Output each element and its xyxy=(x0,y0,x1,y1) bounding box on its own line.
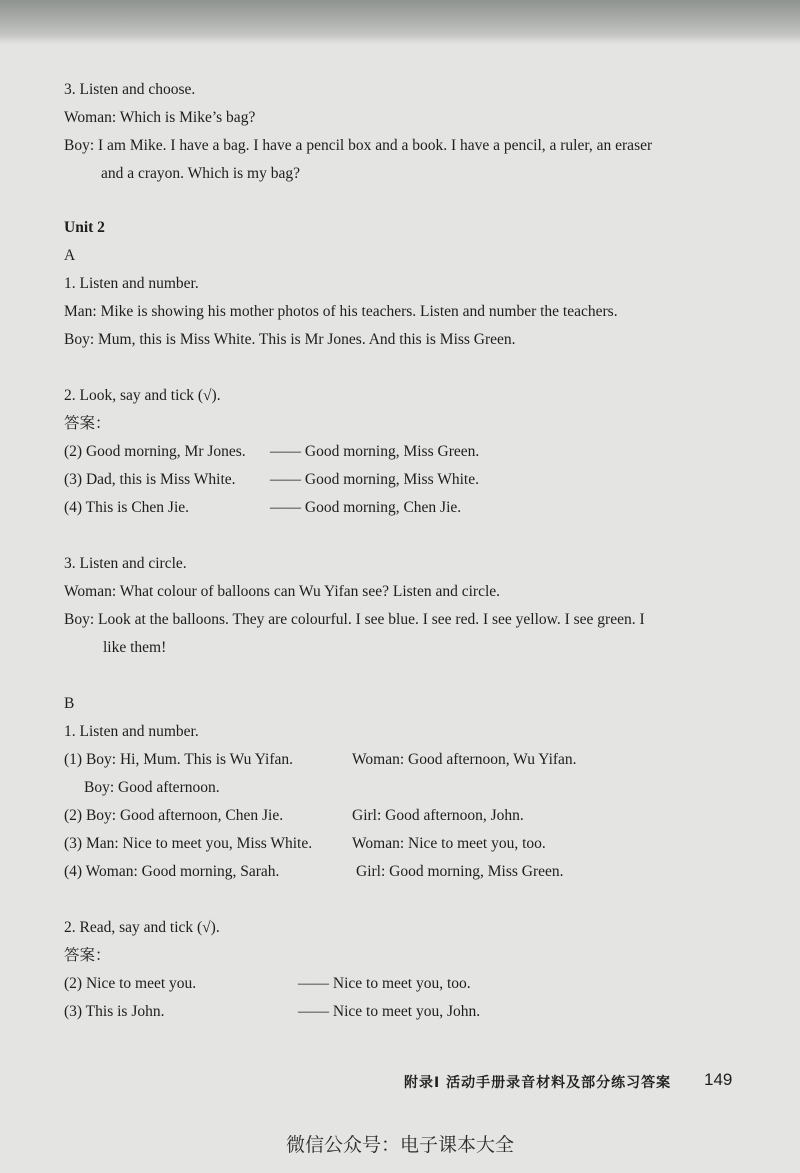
answer-prompt: (2) Nice to meet you. xyxy=(64,975,197,992)
dialogue-right: Woman: Nice to meet you, too. xyxy=(352,835,546,852)
dialogue-line: Man: Mike is showing his mother photos of his teachers. Listen and number the teachers. xyxy=(64,303,618,320)
dialogue-line: Boy: Mum, this is Miss White. This is Mr Jones. And this is Miss Green. xyxy=(64,331,516,348)
dialogue-row xyxy=(64,834,546,854)
answer-prompt: (3) This is John. xyxy=(64,1003,165,1020)
answer-row xyxy=(64,498,462,518)
dialogue-row xyxy=(84,778,220,798)
exercise-heading: 3. Listen and choose. xyxy=(64,81,196,98)
dialogue-row xyxy=(64,806,524,826)
page-number: 149 xyxy=(704,1070,733,1089)
answer-label: 答案： xyxy=(64,415,111,432)
dialogue-line: Boy: Look at the balloons. They are colourful. I see blue. I see red. I see yellow. I see green. I xyxy=(64,611,645,628)
dialogue-row xyxy=(64,862,564,882)
answer-prompt: (4) This is Chen Jie. xyxy=(64,499,189,516)
dialogue-left: Boy: Good afternoon. xyxy=(84,779,220,796)
answer-row xyxy=(64,470,479,490)
dialogue-right: Girl: Good morning, Miss Green. xyxy=(356,863,564,880)
dialogue-right: Woman: Good afternoon, Wu Yifan. xyxy=(352,751,577,768)
dialogue-line: Woman: Which is Mike’s bag? xyxy=(64,109,256,126)
answer-response: —— Nice to meet you, John. xyxy=(298,1003,481,1020)
dialogue-left: (1) Boy: Hi, Mum. This is Wu Yifan. xyxy=(64,751,294,768)
part-label: A xyxy=(64,247,76,264)
answer-row xyxy=(64,1002,481,1022)
answer-prompt: (2) Good morning, Mr Jones. xyxy=(64,443,246,460)
dialogue-row xyxy=(64,750,577,770)
dialogue-line: Woman: What colour of balloons can Wu Yifan see? Listen and circle. xyxy=(64,583,501,600)
exercise-heading: 3. Listen and circle. xyxy=(64,555,187,572)
part-label: B xyxy=(64,695,75,712)
answer-row xyxy=(64,974,471,994)
dialogue-line: Boy: I am Mike. I have a bag. I have a pencil box and a book. I have a pencil, a ruler, an eraser xyxy=(64,137,653,154)
dialogue-left: (4) Woman: Good morning, Sarah. xyxy=(64,863,280,880)
dialogue-line: and a crayon. Which is my bag? xyxy=(101,165,300,182)
answer-row xyxy=(64,442,480,462)
dialogue-line: like them! xyxy=(103,639,167,656)
dialogue-left: (3) Man: Nice to meet you, Miss White. xyxy=(64,835,313,852)
answer-label: 答案： xyxy=(64,947,111,964)
answer-response: —— Good morning, Miss Green. xyxy=(270,443,480,460)
dialogue-right: Girl: Good afternoon, John. xyxy=(352,807,524,824)
answer-response: —— Nice to meet you, too. xyxy=(298,975,471,992)
unit-title: Unit 2 xyxy=(64,219,105,236)
answer-prompt: (3) Dad, this is Miss White. xyxy=(64,471,236,488)
exercise-heading: 1. Listen and number. xyxy=(64,275,199,292)
exercise-heading: 2. Look, say and tick (√). xyxy=(64,387,221,404)
dialogue-left: (2) Boy: Good afternoon, Chen Jie. xyxy=(64,807,284,824)
answer-response: —— Good morning, Chen Jie. xyxy=(270,499,462,516)
answer-response: —— Good morning, Miss White. xyxy=(270,471,479,488)
exercise-heading: 1. Listen and number. xyxy=(64,723,199,740)
watermark-text: 微信公众号：电子课本大全 xyxy=(285,1134,514,1156)
exercise-heading: 2. Read, say and tick (√). xyxy=(64,919,220,936)
running-head: 附录I 活动手册录音材料及部分练习答案 xyxy=(404,1075,672,1091)
